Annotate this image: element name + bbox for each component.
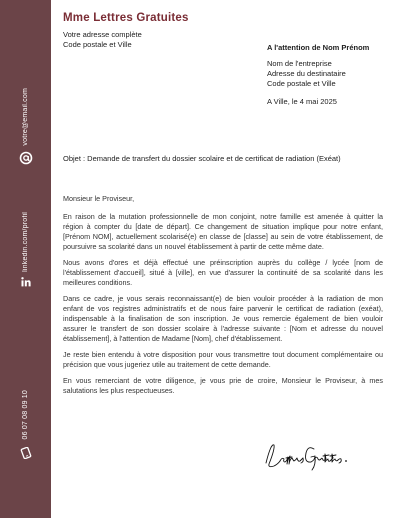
paragraph-2: Nous avons d'ores et déjà effectué une préinscription auprès du collège / lycée [nom de l'établissement d'accueil], situé à [ville], en vue d'assurer la continuité de sa scolarité dans les meilleures conditions.	[63, 258, 383, 287]
email-text: votre@email.com	[22, 88, 29, 146]
paragraph-5: En vous remerciant de votre diligence, je vous prie de croire, Monsieur le Proviseur, à mes salutations les plus respectueuses.	[63, 376, 383, 395]
subject-line: Objet : Demande de transfert du dossier scolaire et de certificat de radiation (Exéat)	[63, 154, 341, 163]
paragraph-1: En raison de la mutation professionnelle de mon conjoint, notre famille est amenée à quitter la région à compter du [date de départ]. Ce changement de situation implique pour notre enfant, [Prénom NOM], actuellement scolarisé(e) en classe de [classe] au sein de votre établissement, de poursuivre sa scolarité dans un nouvel établissement à partir de cette même date.	[63, 212, 383, 251]
phone-icon	[20, 447, 32, 459]
sender-postal-city: Code postale et Ville	[63, 40, 132, 49]
sidebar-email[interactable]	[0, 88, 51, 165]
phone-text: 06 07 08 09 10	[22, 390, 29, 440]
letter-body	[63, 194, 383, 402]
recipient-postal-city: Code postale et Ville	[267, 79, 336, 88]
salutation: Monsieur le Proviseur,	[63, 194, 135, 203]
sidebar	[0, 0, 51, 518]
handwritten-signature	[262, 437, 362, 473]
sender-name: Mme Lettres Gratuites	[63, 12, 189, 24]
linkedin-text: linkedin.com/profil	[22, 212, 29, 272]
sidebar-linkedin[interactable]	[0, 212, 51, 287]
recipient-address: Adresse du destinataire	[267, 69, 346, 78]
paragraph-3: Dans ce cadre, je vous serais reconnaissant(e) de bien vouloir procéder à la radiation de mon enfant de vos registres administratifs et de nous faire parvenir le certificat de radiation (exéat), indispensable à la finalisation de son inscription. Je vous remercie également de bien vouloir assurer le transfert de son dossier scolaire à l'adresse suivante : [Nom et adresse du nouvel établissement], à l'attention de Madame [Nom], chef d'établissement.	[63, 294, 383, 343]
recipient-attention: A l'attention de Nom Prénom	[267, 43, 370, 52]
sidebar-phone[interactable]	[0, 390, 51, 459]
recipient-company: Nom de l'entreprise	[267, 59, 332, 68]
sender-block	[63, 30, 142, 50]
date-line: A Ville, le 4 mai 2025	[267, 97, 337, 106]
paragraph-4: Je reste bien entendu à votre disposition pour vous transmettre tout document complémentaire ou précision que vous jugeriez utile au traitement de cette demande.	[63, 350, 383, 369]
sender-address: Votre adresse complète	[63, 30, 142, 39]
linkedin-icon	[21, 277, 31, 287]
at-icon	[19, 151, 33, 165]
recipient-block	[267, 43, 369, 89]
